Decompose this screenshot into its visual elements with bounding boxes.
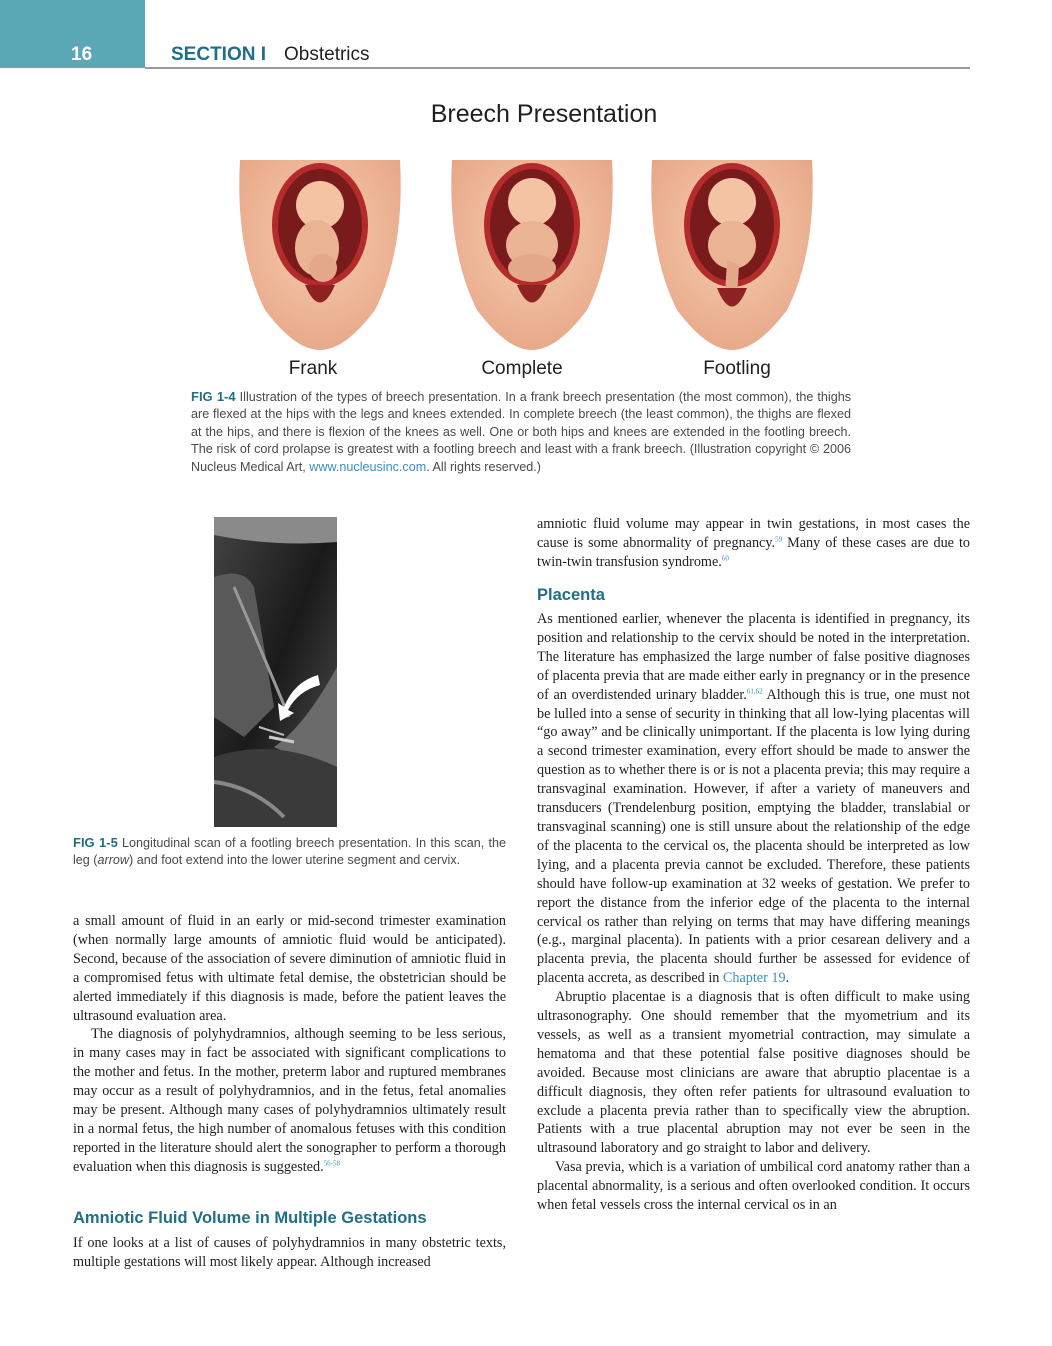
chapter-19-link[interactable]: Chapter 19: [722, 970, 786, 987]
figure-1-5-id: FIG 1-5: [73, 835, 118, 850]
figure-1-5-caption: [73, 834, 506, 870]
right-para-0: [537, 515, 970, 572]
figure-1-4-caption: [191, 388, 851, 476]
figure-1-4-caption-end: . All rights reserved.): [426, 459, 541, 474]
left-column: [73, 912, 506, 1177]
right-para-2: Abruptio placentae is a diagnosis that is often difficult to make using ultrasonography. One should remember that the myometrium and its vessels, as well as a transient myometrial contraction, may simulate a hematoma and that these potential false positive diagnoses should be avoided. Because most clinicians are aware that abruptio placentae is a difficult diagnosis, they often refer patients for ultrasound evaluation to exclude a placenta previa rather than to specifically view the abruption. Patients with a true placental abruption may not ever be seen in the ultrasound laboratory and go straight to labor and delivery.: [537, 989, 970, 1157]
complete-breech-illustration: [447, 160, 617, 350]
figure-1-5-caption-italic: arrow: [97, 853, 129, 868]
right-para-1: [537, 610, 970, 988]
ref-61-62[interactable]: 61,62: [746, 686, 763, 695]
header-rule: [145, 67, 970, 69]
right-para-1-end: .: [785, 970, 790, 987]
right-para-0a: amniotic fluid volume may appear in twin gestations, in most cases the cause is some abnormality of pregnancy.: [537, 516, 970, 551]
footling-breech-illustration: [647, 160, 817, 350]
section-label: SECTION I: [171, 44, 267, 65]
left-para-2-text: The diagnosis of polyhydramnios, although seeming to be less serious, in many cases may in fact be associated with significant complications to the mother and fetus. In the mother, preterm labor and ruptured membranes may occur as a result of polyhydramnios, and in the fetus, fetal anomalies may be present. Although many cases of polyhydramnios ultimately result in a normal fetus, the high number of anomalous fetuses with this condition reported in the literature should alert the sonographer to perform a thorough evaluation when this diagnosis is suggested.: [73, 1026, 506, 1175]
right-para-1b: Although this is true, one must not be lulled into a sense of security in thinking that all low-lying placentas will “go away” and be clinically unimportant. If the placenta is low lying during a second trimester examination, every effort should be made to answer the question as to whether there is or is not a placenta previa; this may require a transvaginal examination. However, if after a variety of maneuvers and transducers (Trendelenburg position, emptying the bladder, translabial or transvaginal scanning) one is still unsure about the relationship of the edge of the placenta to the cervical os, the placenta should be interpreted as low lying, and a placenta previa cannot be excluded. Therefore, these patients should have follow-up examination at 32 weeks of gestation. We prefer to report the distance from the inferior edge of the placenta to the internal cervical os rather than relying on terms that may have differing meanings (e.g., marginal placenta). In patients with a prior cesarean delivery and a placenta previa, the placenta should further be assessed for evidence of placenta accreta, as described in: [537, 686, 970, 987]
right-para-3: Vasa previa, which is a variation of umbilical cord anatomy rather than a placental abnormality, is a serious and often overlooked condition. It occurs when fetal vessels cross the internal cervical os in an: [537, 1159, 970, 1214]
figure-1-5-caption-a: Longitudinal scan of a footling breech presentation. In this scan, the leg (: [73, 836, 506, 868]
left-para-1: a small amount of fluid in an early or mid-second trimester examination (when normally large amounts of amniotic fluid would be anticipated). Second, because of the association of severe diminution of amniotic fluid in a compromised fetus with ultimate fetal demise, the obstetrician should be alerted immediately if this diagnosis is made, before the patient leaves the ultrasound evaluation area.: [73, 913, 506, 1024]
ref-56-58[interactable]: 56-58: [323, 1159, 340, 1168]
right-para-0b: Many of these cases are due to twin-twin transfusion syndrome.: [537, 534, 971, 570]
figure-1-4-caption-text: Illustration of the types of breech presentation. In a frank breech presentation (the most common), the thighs are flexed at the hips with the legs and knees extended. In complete breech (the least common), the thighs are flexed at the hips, and there is flexion of the knees as well. One or both hips and knees are extended in the footling breech. The risk of cord prolapse is greatest with a footling breech and least with a frank breech. (Illustration copyright © 2006 Nucleus Medical Art,: [191, 390, 851, 474]
nucleus-link[interactable]: www.nucleusinc.com: [309, 459, 427, 474]
ref-60[interactable]: 60: [721, 554, 729, 563]
left-para-2: [73, 1025, 506, 1176]
heading-placenta: Placenta: [537, 586, 605, 604]
frank-breech-illustration: [235, 160, 405, 350]
page-number: 16: [71, 44, 93, 65]
heading-multiple-gestations: Amniotic Fluid Volume in Multiple Gestations: [73, 1209, 427, 1227]
section-name: Obstetrics: [284, 44, 370, 65]
right-column-main: [537, 610, 970, 1215]
label-footling: Footling: [703, 358, 771, 379]
left-para-3: If one looks at a list of causes of polyhydramnios in many obstetric texts, multiple gestations will most likely appear. Although increased: [73, 1235, 506, 1270]
ultrasound-image: [214, 517, 337, 827]
ref-59[interactable]: 59: [775, 535, 783, 544]
label-frank: Frank: [288, 358, 338, 379]
figure-1-4-id: FIG 1-4: [191, 389, 236, 404]
right-para-1a: As mentioned earlier, whenever the placenta is identified in pregnancy, its position and relationship to the cervix should be noted in the interpretation. The literature has emphasized the large number of false positive diagnoses of placenta previa that are made either early in pregnancy or in the presence of an overdistended urinary bladder.: [537, 611, 970, 703]
label-complete: Complete: [481, 358, 563, 379]
figure-title: Breech Presentation: [430, 100, 658, 128]
figure-1-5-caption-b: ) and foot extend into the lower uterine segment and cervix.: [129, 853, 461, 868]
